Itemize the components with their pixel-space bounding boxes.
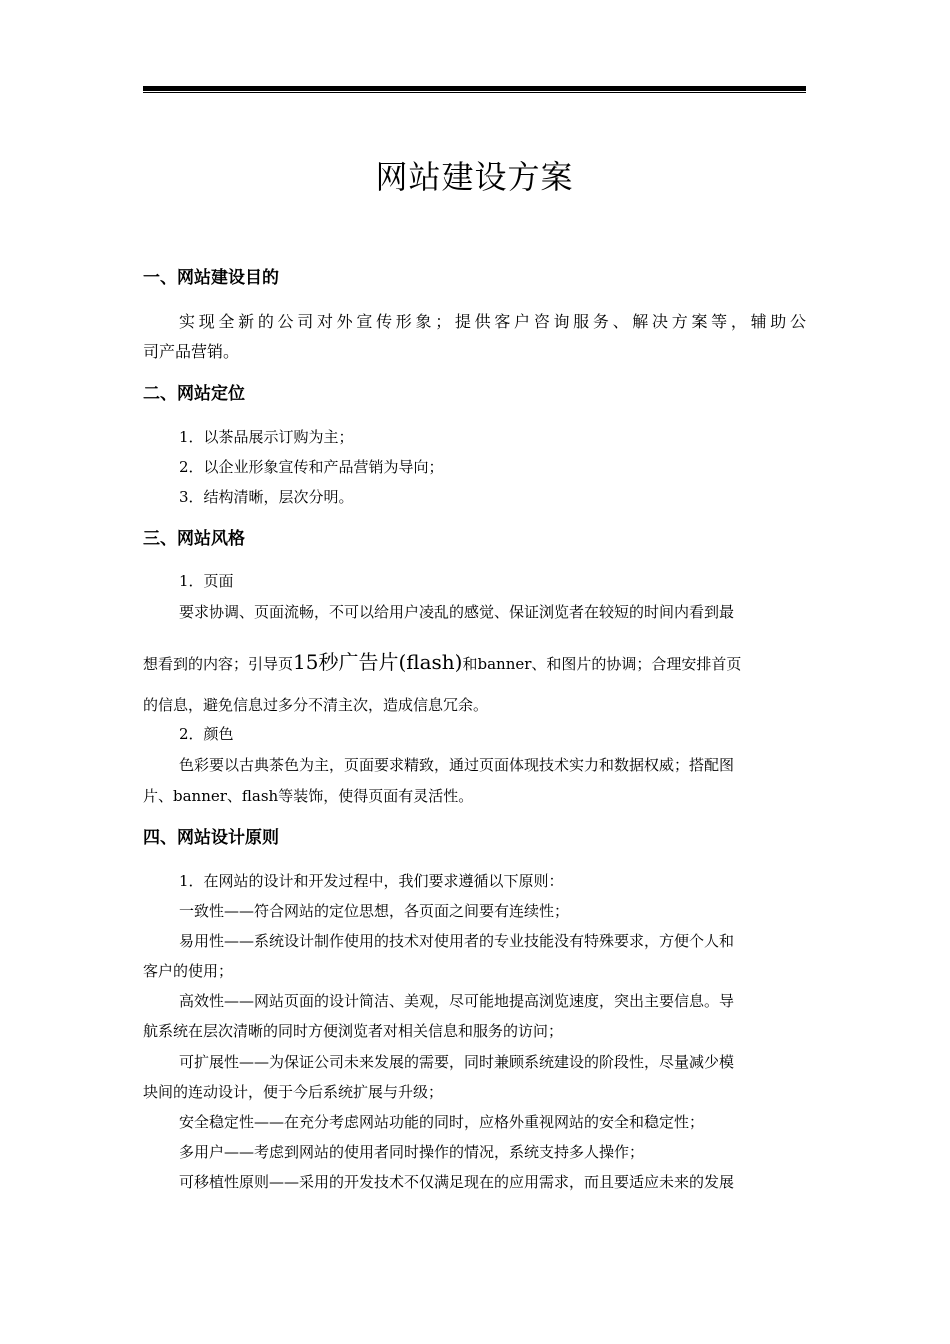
list-item: 1．在网站的设计和开发过程中，我们要求遵循以下原则： bbox=[179, 872, 564, 890]
paragraph-line: 一致性——符合网站的定位思想，各页面之间要有连续性； bbox=[179, 902, 570, 920]
list-item: 3．结构清晰，层次分明。 bbox=[179, 488, 354, 506]
document-title: 网站建设方案 bbox=[375, 158, 574, 196]
section-heading-principles: 四、网站设计原则 bbox=[143, 828, 279, 848]
list-item: 2．以企业形象宣传和产品营销为导向； bbox=[179, 458, 444, 476]
paragraph-line: 客户的使用； bbox=[143, 962, 234, 980]
paragraph-line: 要求协调、页面流畅，不可以给用户凌乱的感觉、保证浏览者在较短的时间内看到最 bbox=[179, 603, 735, 621]
paragraph-line: 司产品营销。 bbox=[143, 342, 240, 361]
paragraph-line: 色彩要以古典茶色为主，页面要求精致，通过页面体现技术实力和数据权威；搭配图 bbox=[179, 756, 735, 774]
section-heading-purpose: 一、网站建设目的 bbox=[143, 268, 279, 288]
section-heading-style: 三、网站风格 bbox=[143, 529, 245, 549]
paragraph-line: 易用性——系统设计制作使用的技术对使用者的专业技能没有特殊要求，方便个人和 bbox=[179, 932, 735, 950]
paragraph-line: 的信息，避免信息过多分不清主次，造成信息冗余。 bbox=[143, 696, 489, 714]
header-rule-thick bbox=[143, 86, 806, 91]
section-heading-positioning: 二、网站定位 bbox=[143, 384, 245, 404]
paragraph-line: 可移植性原则——采用的开发技术不仅满足现在的应用需求，而且要适应未来的发展 bbox=[179, 1173, 735, 1191]
text-span: 和banner、和图片的协调；合理安排首页 bbox=[462, 655, 742, 673]
paragraph-line: 安全稳定性——在充分考虑网站功能的同时，应格外重视网站的安全和稳定性； bbox=[179, 1113, 705, 1131]
text-span: 想看到的内容；引导页 bbox=[143, 655, 294, 673]
list-item: 1．页面 bbox=[179, 572, 234, 590]
paragraph-line: 高效性——网站页面的设计简洁、美观，尽可能地提高浏览速度，突出主要信息。导 bbox=[179, 992, 735, 1010]
paragraph-line: 片、banner、flash等装饰，使得页面有灵活性。 bbox=[143, 787, 474, 805]
paragraph-line: 块间的连动设计，便于今后系统扩展与升级； bbox=[143, 1083, 444, 1101]
paragraph-line: 多用户——考虑到网站的使用者同时操作的情况，系统支持多人操作； bbox=[179, 1143, 645, 1161]
header-rule-thin bbox=[143, 92, 806, 93]
paragraph-line: 可扩展性——为保证公司未来发展的需要，同时兼顾系统建设的阶段性，尽量减少模 bbox=[179, 1053, 735, 1071]
list-item: 1．以茶品展示订购为主； bbox=[179, 428, 354, 446]
list-item: 2．颜色 bbox=[179, 725, 234, 743]
paragraph-line-mixed bbox=[143, 645, 806, 681]
paragraph-line: 实现全新的公司对外宣传形象；提供客户咨询服务、解决方案等，辅助公 bbox=[179, 312, 806, 331]
text-span-large: 15秒广告片(flash) bbox=[293, 650, 463, 674]
paragraph-line: 航系统在层次清晰的同时方便浏览者对相关信息和服务的访问； bbox=[143, 1022, 564, 1040]
